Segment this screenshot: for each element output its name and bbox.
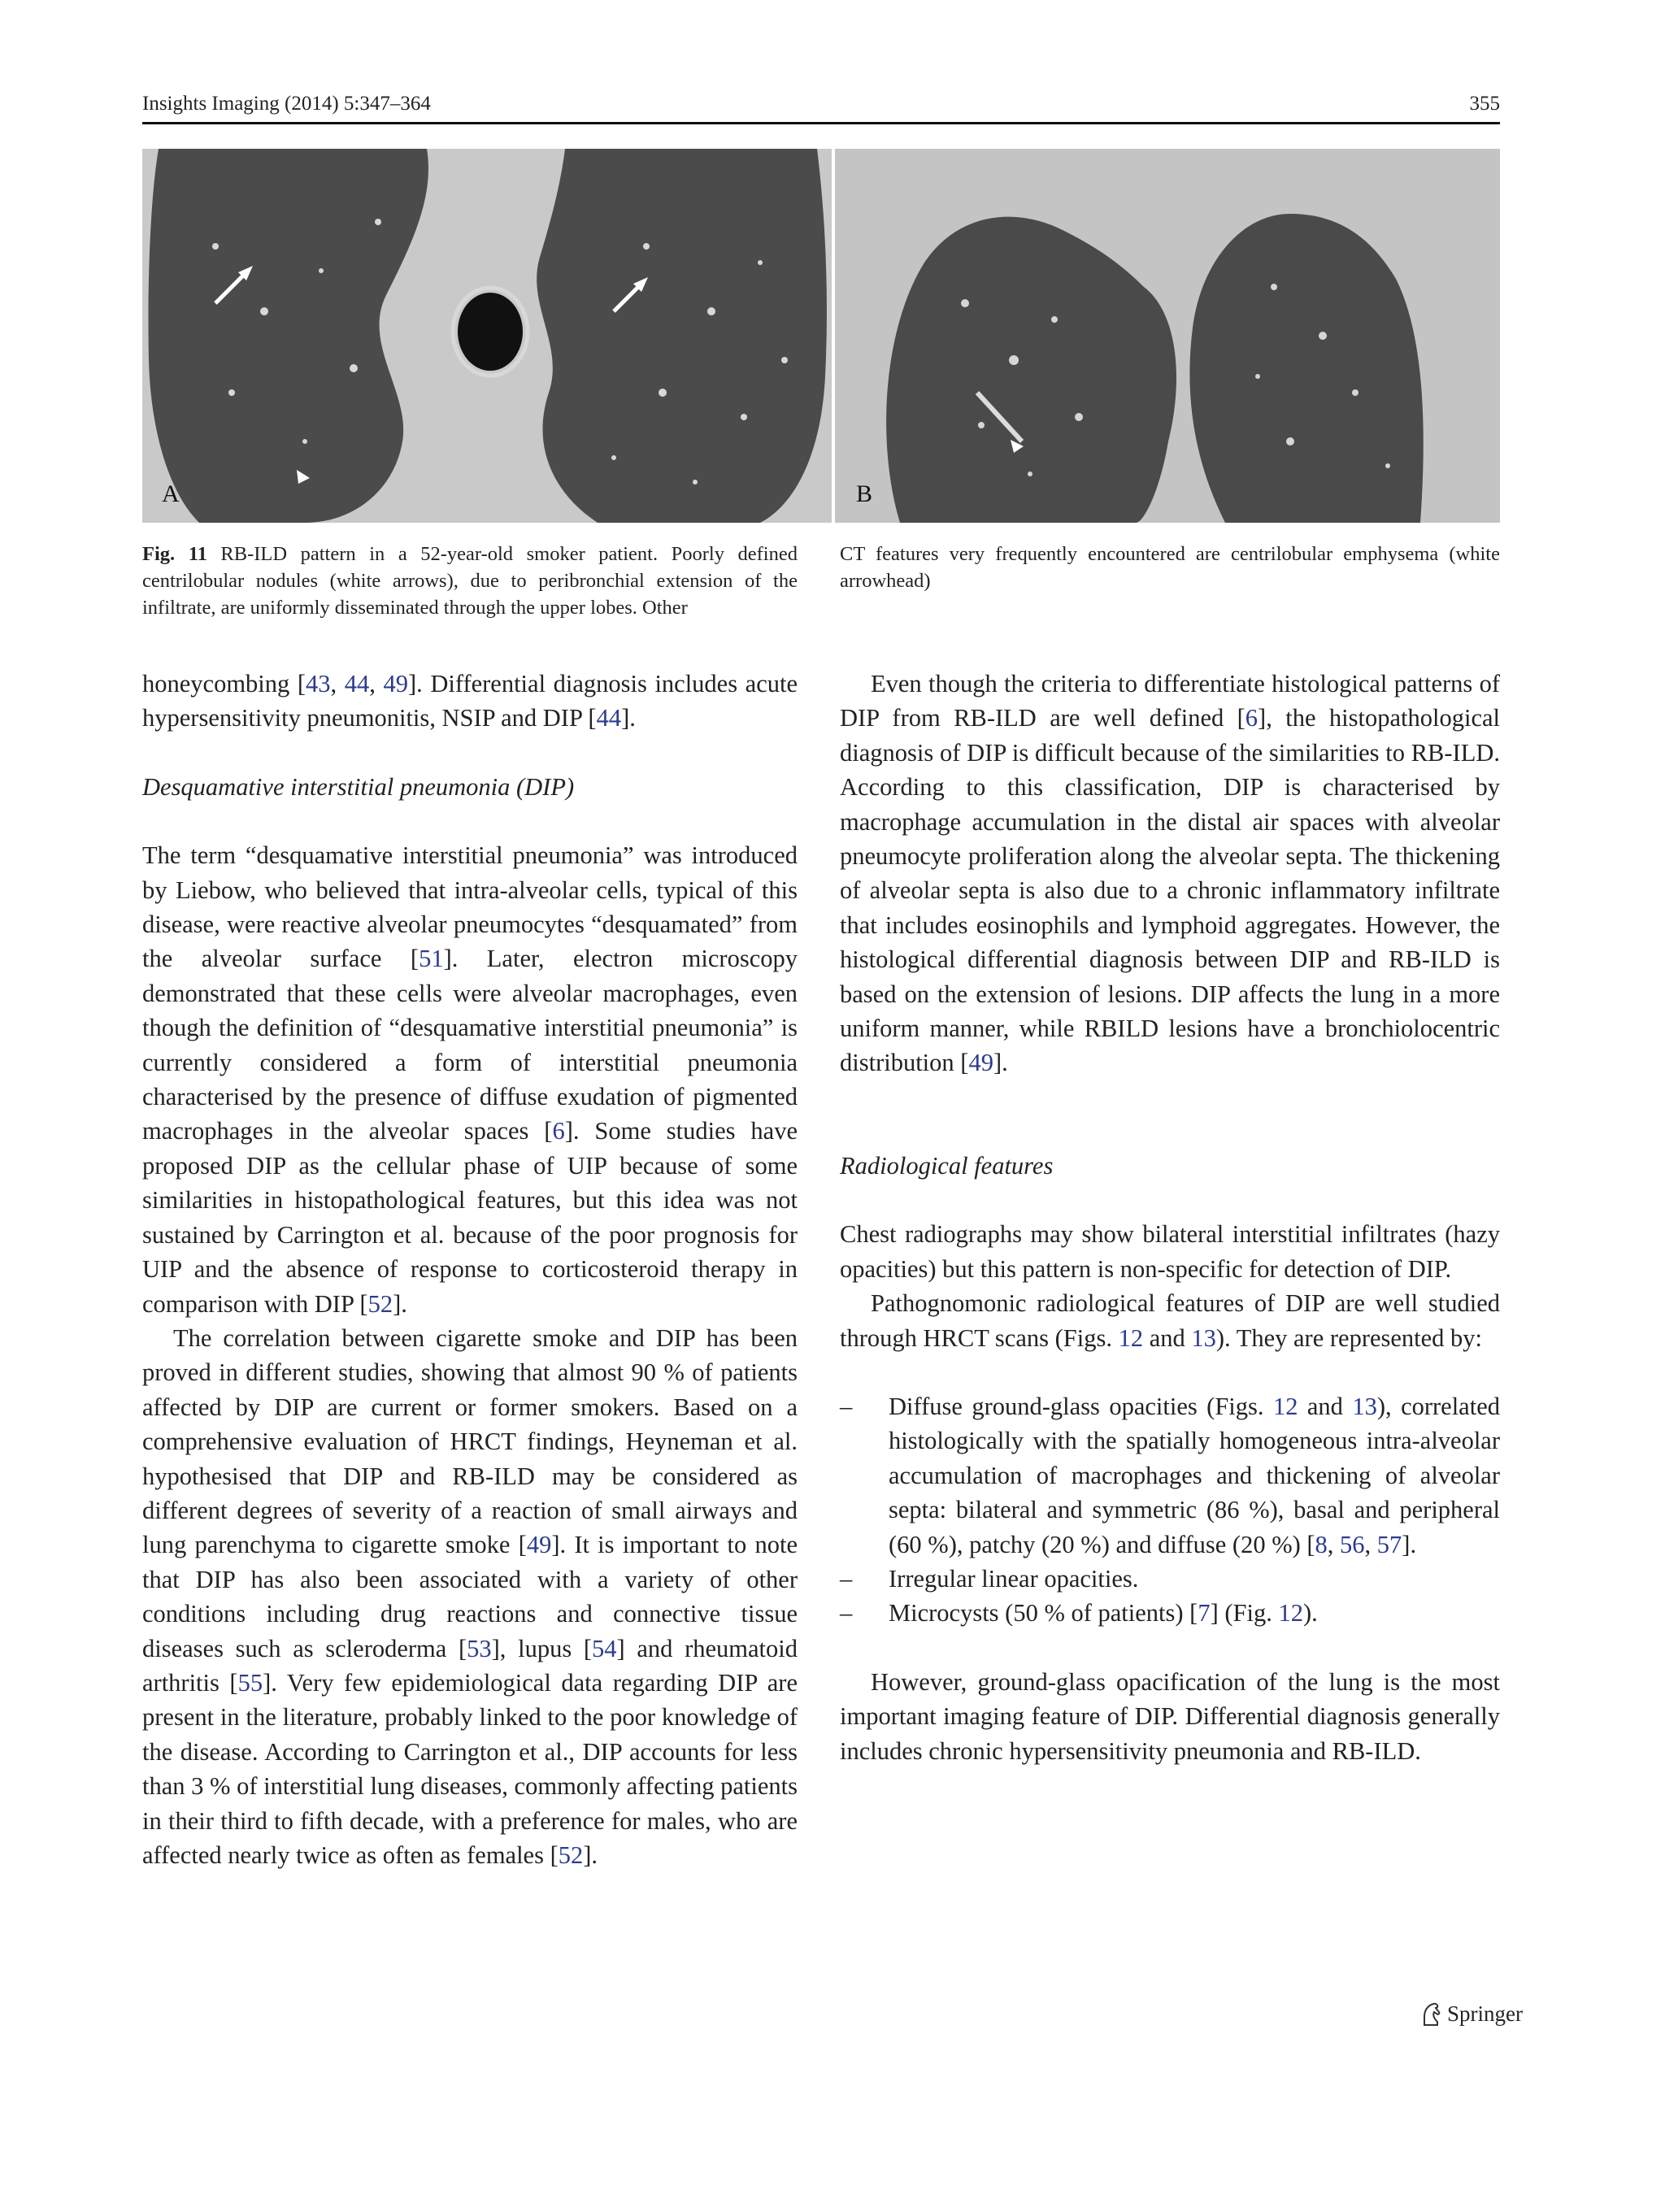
right-column — [840, 667, 1500, 1768]
spacer — [142, 736, 798, 770]
spacer — [840, 1080, 1500, 1149]
figure-caption-left — [142, 541, 798, 621]
figure-caption-label: Fig. 11 — [142, 543, 207, 565]
text-run: ). They are represented by: — [1215, 1323, 1483, 1352]
spacer — [840, 1631, 1500, 1665]
page-number: 355 — [1469, 93, 1500, 115]
spacer — [840, 1183, 1500, 1217]
reference-link[interactable]: 49 — [968, 1049, 993, 1077]
text-run: ], lupus [ — [491, 1634, 593, 1662]
dash-bullet: – — [840, 1599, 853, 1627]
text-run: ]. — [993, 1049, 1008, 1077]
text-run: , — [1327, 1530, 1341, 1558]
text-run: ]. — [393, 1289, 407, 1318]
header-rule — [142, 122, 1500, 124]
text-run: and — [1298, 1392, 1353, 1420]
figure-11 — [142, 149, 1500, 523]
text-run: ]. — [1402, 1530, 1417, 1558]
text-run: honeycombing [ — [142, 670, 306, 697]
reference-link[interactable]: 13 — [1191, 1323, 1216, 1352]
text-run: ), correlated histologically with the spatially homogeneous intra-alveolar accumulation of macrophages and thickening of alveolar septa: bilateral and symmetric (86 %), basal and peripheral (60 %), patchy (20 %) and diffuse (20 %) [ — [889, 1392, 1500, 1558]
reference-link[interactable]: 6 — [552, 1117, 565, 1145]
reference-link[interactable]: 49 — [526, 1531, 552, 1559]
figure-caption-text: RB-ILD pattern in a 52-year-old smoker patient. Poorly defined centrilobular nodules (white arrows), due to peribronchial extension of the infiltrate, are uniformly disseminated through the upper lobes. Other — [142, 543, 798, 619]
reference-link[interactable]: 57 — [1376, 1530, 1402, 1558]
text-run: Pathognomonic radiological features of DIP are well studied through HRCT scans (Figs. — [840, 1289, 1500, 1352]
list-item — [840, 1562, 1500, 1596]
text-run: Diffuse ground-glass opacities (Figs. — [889, 1392, 1273, 1420]
reference-link[interactable]: 12 — [1118, 1323, 1144, 1352]
reference-link[interactable]: 54 — [592, 1634, 617, 1662]
text-run: ] and rheumatoid arthritis [ — [142, 1634, 798, 1697]
reference-link[interactable]: 8 — [1315, 1530, 1328, 1558]
text-run: Even though the criteria to differentiate histological patterns of DIP from RB-ILD are well defined [ — [840, 670, 1500, 732]
text-run: Microcysts (50 % of patients) [ — [889, 1599, 1198, 1627]
reference-link[interactable]: 12 — [1272, 1392, 1298, 1420]
list-item — [840, 1389, 1500, 1562]
text-run: ]. — [621, 704, 636, 732]
text-run: Irregular linear opacities. — [889, 1564, 1139, 1593]
text-run: ]. Later, electron microscopy demonstrated that these cells were alveolar macrophages, even though the definition of “desquamative interstitial pneumonia” is currently considered a form of interstitial pneumonia characterised by the presence of diffuse exudation of pigmented macrophages in the alveolar spaces [ — [142, 945, 798, 1145]
section-heading-dip: Desquamative interstitial pneumonia (DIP) — [142, 772, 575, 801]
reference-link[interactable]: 52 — [558, 1841, 584, 1869]
paragraph — [840, 1286, 1500, 1355]
text-run: ]. Differential diagnosis includes acute hypersensitivity pneumonitis, NSIP and DIP [ — [142, 670, 798, 732]
text-run: and — [1143, 1323, 1192, 1352]
spacer — [142, 804, 798, 838]
figure-caption-right: CT features very frequently encountered are centrilobular emphysema (white arrowhead) — [840, 543, 1500, 592]
paragraph — [142, 1321, 798, 1873]
spacer — [840, 1355, 1500, 1389]
reference-link[interactable]: 51 — [419, 945, 444, 973]
reference-link[interactable]: 55 — [237, 1668, 263, 1697]
text-run: ], the histopathological diagnosis of DIP is difficult because of the similarities to RB-ILD. According to this classification, DIP is characterised by macrophage accumulation in the distal air spaces with alveolar pneumocyte proliferation along the alveolar septa. The thickening of alveolar septa is also due to a chronic inflammatory infiltrate that includes eosinophils and lymphoid aggregates. However, the histological differential diagnosis between DIP and RB-ILD is based on the extension of lesions. DIP affects the lung in a more uniform manner, while RBILD lesions have a bronchiolocentric distribution [ — [840, 704, 1500, 1077]
panel-label-a: A — [162, 480, 180, 507]
reference-link[interactable]: 44 — [596, 704, 622, 732]
springer-horse-icon — [1419, 2002, 1442, 2027]
text-run: , — [330, 670, 345, 697]
text-run: ]. It is important to note that DIP has also been associated with a variety of other conditions including drug reactions and connective tissue diseases such as scleroderma [ — [142, 1531, 798, 1662]
list-item — [840, 1596, 1500, 1630]
reference-link[interactable]: 13 — [1352, 1392, 1377, 1420]
paragraph — [142, 667, 798, 736]
running-header — [142, 88, 1500, 127]
reference-link[interactable]: 7 — [1198, 1599, 1211, 1627]
reference-link[interactable]: 6 — [1245, 704, 1259, 732]
dash-bullet: – — [840, 1392, 853, 1420]
paragraph: Chest radiographs may show bilateral interstitial infiltrates (hazy opacities) but this pattern is non-specific for detection of DIP. — [840, 1220, 1500, 1283]
dash-bullet: – — [840, 1564, 853, 1593]
paragraph — [142, 838, 798, 1321]
feature-list — [840, 1389, 1500, 1631]
text-run: ]. Some studies have proposed DIP as the cellular phase of UIP because of some similarities in histopathological features, but this idea was not sustained by Carrington et al. because of the poor prognosis for UIP and the absence of response to corticosteroid therapy in comparison with DIP [ — [142, 1117, 798, 1318]
text-run: , — [369, 670, 384, 697]
section-heading-radiological: Radiological features — [840, 1151, 1054, 1180]
reference-link[interactable]: 53 — [467, 1634, 492, 1662]
reference-link[interactable]: 49 — [383, 670, 408, 697]
journal-citation: Insights Imaging (2014) 5:347–364 — [142, 93, 431, 115]
ct-image-panel-a — [142, 149, 832, 523]
publisher-name: Springer — [1447, 2001, 1523, 2026]
reference-link[interactable]: 44 — [344, 670, 370, 697]
panel-label-b: B — [856, 480, 873, 507]
text-run: ]. — [583, 1841, 598, 1869]
text-run: ). — [1302, 1599, 1318, 1627]
paragraph: However, ground-glass opacification of the lung is the most important imaging feature of DIP. Differential diagnosis generally includes chronic hypersensitivity pneumonia and RB-ILD. — [840, 1667, 1500, 1765]
ct-image-panel-b — [835, 149, 1500, 523]
axial-ct-image — [142, 149, 832, 523]
page-footer — [1419, 2001, 1523, 2027]
left-column — [142, 667, 798, 1872]
paragraph — [840, 667, 1500, 1080]
reference-link[interactable]: 52 — [367, 1289, 393, 1318]
text-run: , — [1364, 1530, 1377, 1558]
text-run: The term “desquamative interstitial pneumonia” was introduced by Liebow, who believed that intra-alveolar cells, typical of this disease, were reactive alveolar pneumocytes “desquamated” from the alveolar surface [ — [142, 841, 798, 973]
coronal-ct-image — [835, 149, 1500, 523]
reference-link[interactable]: 56 — [1340, 1530, 1365, 1558]
text-run: ] (Fig. — [1210, 1599, 1279, 1627]
reference-link[interactable]: 12 — [1278, 1599, 1303, 1627]
text-run: The correlation between cigarette smoke and DIP has been proved in different studies, showing that almost 90 % of patients affected by DIP are current or former smokers. Based on a comprehensive evaluation of HRCT findings, Heyneman et al. hypothesised that DIP and RB-ILD may be considered as different degrees of severity of a reaction of small airways and lung parenchyma to cigarette smoke [ — [142, 1323, 798, 1559]
reference-link[interactable]: 43 — [306, 670, 331, 697]
text-run: ]. Very few epidemiological data regarding DIP are present in the literature, probably linked to the poor knowledge of the disease. According to Carrington et al., DIP accounts for less than 3 % of interstitial lung diseases, commonly affecting patients in their third to fifth decade, with a preference for males, who are affected nearly twice as often as females [ — [142, 1668, 798, 1869]
